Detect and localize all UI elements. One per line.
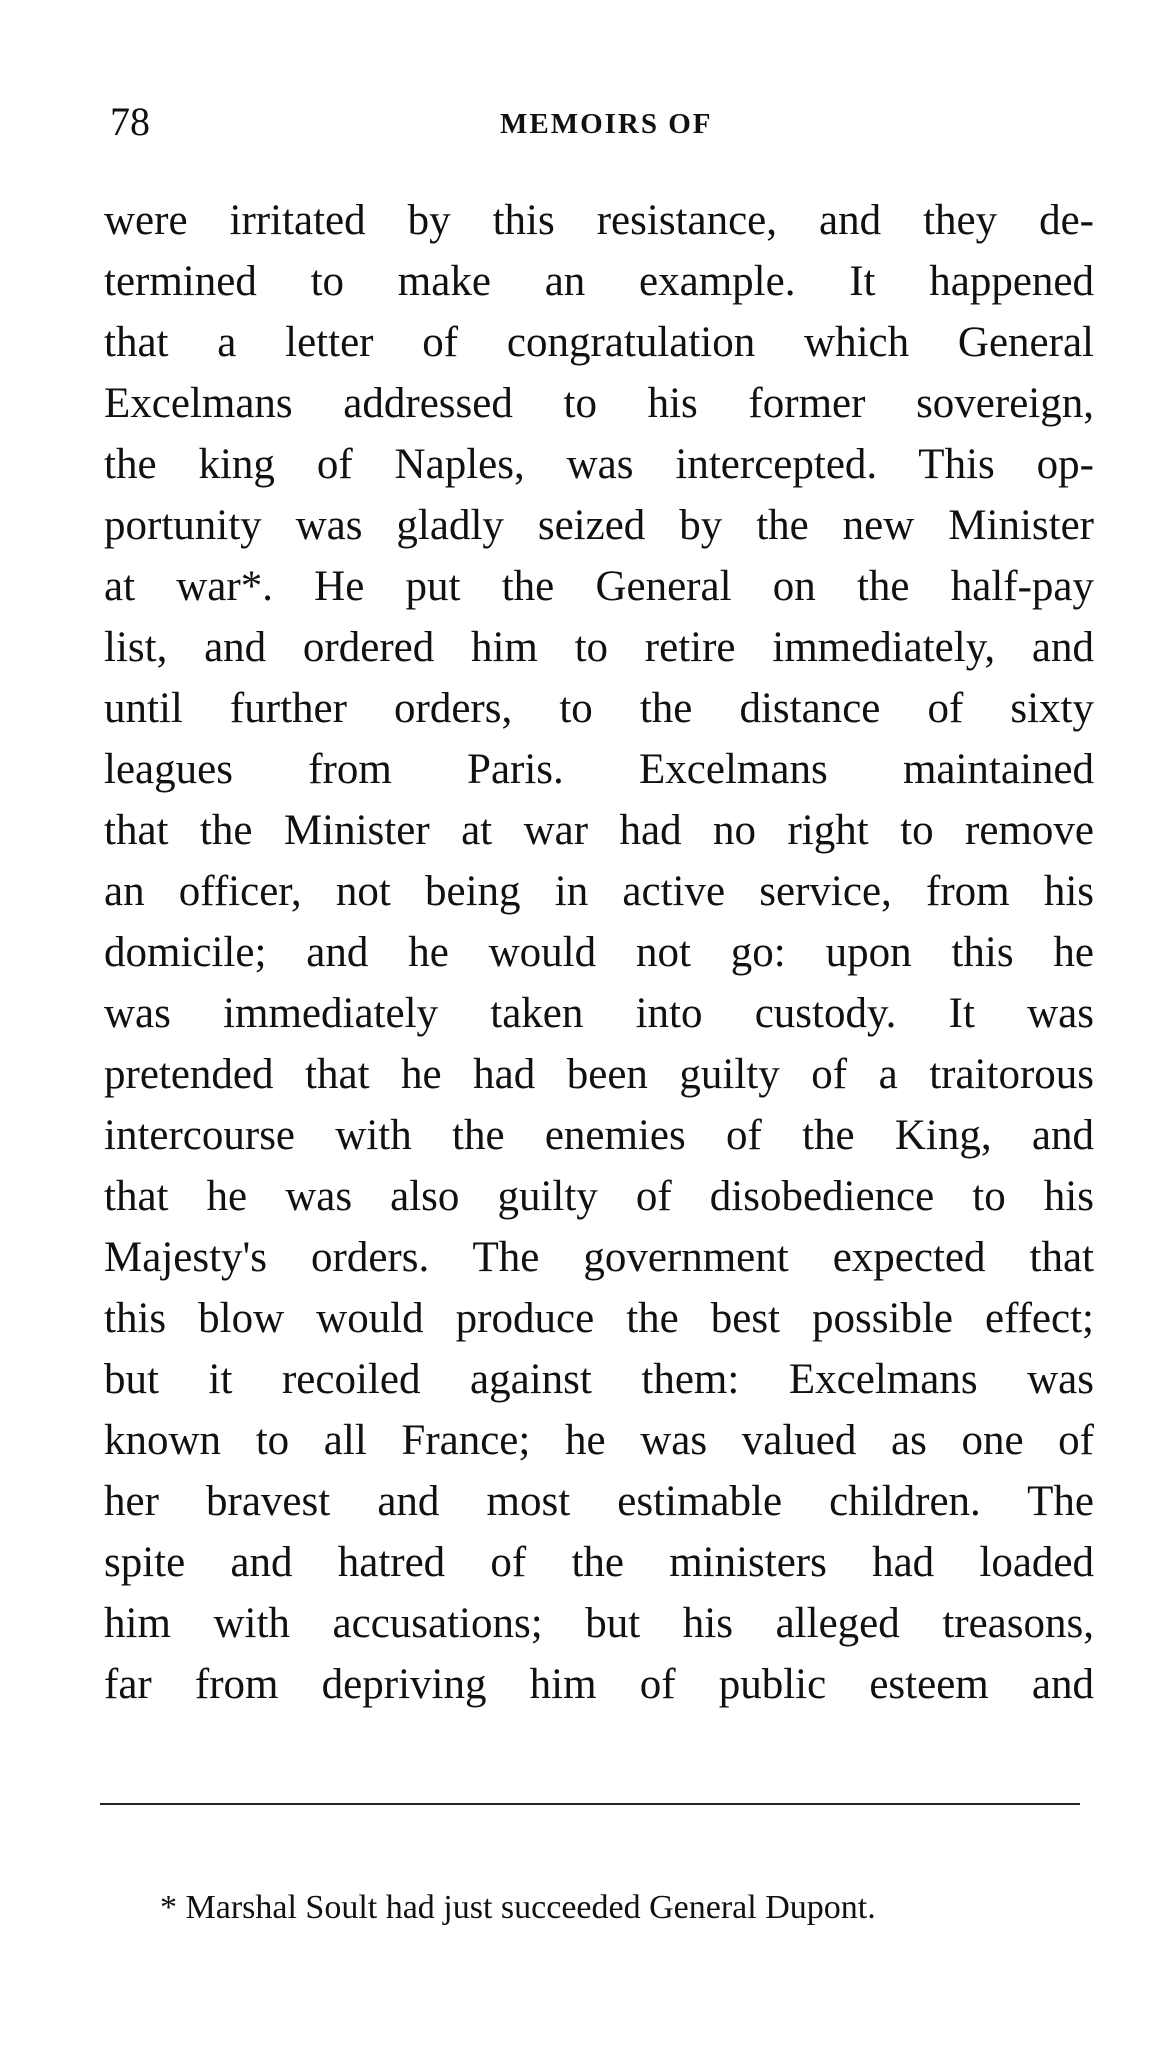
- text-line: termined to make an example. It happened: [104, 258, 1094, 305]
- text-line: leagues from Paris. Excelmans maintained: [104, 746, 1094, 793]
- text-line: Excelmans addressed to his former sovereign,: [104, 380, 1094, 427]
- text-line: until further orders, to the distance of sixty: [104, 685, 1094, 732]
- footnote: * Marshal Soult had just succeeded General Dupont.: [160, 1889, 876, 1926]
- text-line: spite and hatred of the ministers had loaded: [104, 1539, 1094, 1586]
- page-number: 78: [110, 99, 150, 144]
- text-line: an officer, not being in active service, from his: [104, 868, 1094, 915]
- text-line: known to all France; he was valued as one of: [104, 1417, 1094, 1464]
- text-line: the king of Naples, was intercepted. This op-: [104, 441, 1094, 488]
- text-line: that he was also guilty of disobedience to his: [104, 1173, 1094, 1220]
- text-line: domicile; and he would not go: upon this he: [104, 929, 1094, 976]
- footnote-divider: [100, 1803, 1080, 1805]
- text-line: at war*. He put the General on the half-pay: [104, 563, 1094, 610]
- body-text: [104, 190, 1094, 1715]
- text-line: but it recoiled against them: Excelmans was: [104, 1356, 1094, 1403]
- text-line: her bravest and most estimable children. The: [104, 1478, 1094, 1525]
- text-line: this blow would produce the best possible effect;: [104, 1295, 1094, 1342]
- text-line: list, and ordered him to retire immediately, and: [104, 624, 1094, 671]
- text-line: far from depriving him of public esteem and: [104, 1661, 1094, 1708]
- text-line: pretended that he had been guilty of a traitorous: [104, 1051, 1094, 1098]
- text-line: Majesty's orders. The government expected that: [104, 1234, 1094, 1281]
- text-line: that the Minister at war had no right to remove: [104, 807, 1094, 854]
- text-line: him with accusations; but his alleged treasons,: [104, 1600, 1094, 1647]
- text-line: was immediately taken into custody. It was: [104, 990, 1094, 1037]
- text-line: portunity was gladly seized by the new Minister: [104, 502, 1094, 549]
- text-line: that a letter of congratulation which General: [104, 319, 1094, 366]
- text-line: were irritated by this resistance, and they de-: [104, 197, 1094, 244]
- text-line: intercourse with the enemies of the King, and: [104, 1112, 1094, 1159]
- running-head: MEMOIRS OF: [500, 108, 713, 140]
